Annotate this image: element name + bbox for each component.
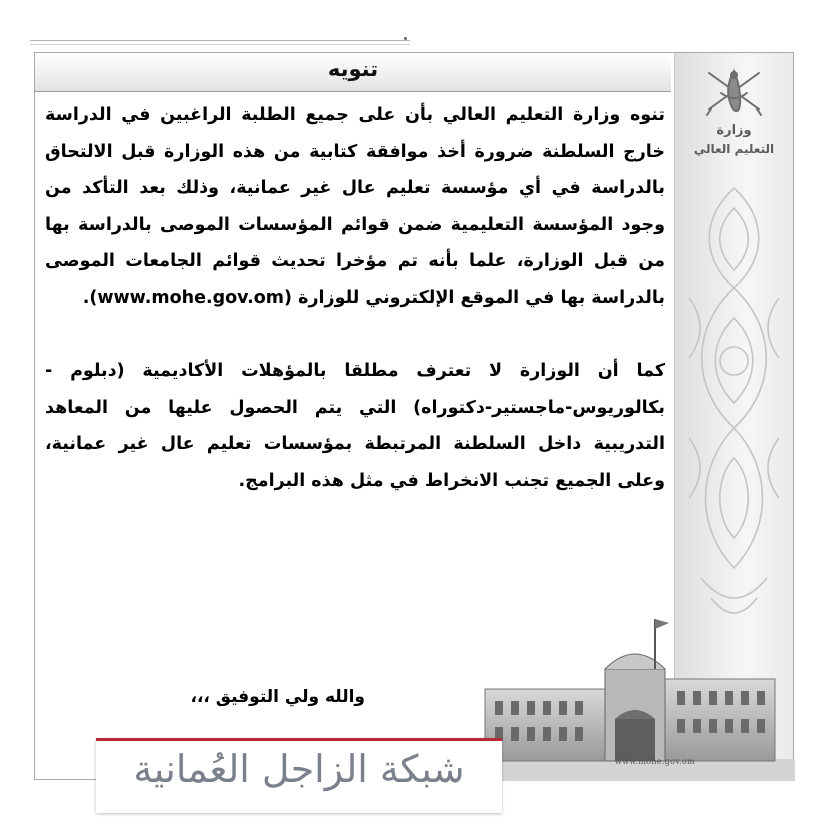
notice-paragraph-2: كما أن الوزارة لا تعترف مطلقا بالمؤهلات الأكاديمية (دبلوم - بكالوريوس-ماجستير-دكتوراه) التي يتم الحصول عليها من المعاهد التدريبية داخل السلطنة المرتبطة بمؤسسات تعليم عال غير عمانية، وعلى الجميع تجنب الانخراط في مثل هذه البرامج.: [45, 361, 665, 491]
notice-paragraph-1: تنوه وزارة التعليم العالي بأن على جميع الطلبة الراغبين في الدراسة خارج السلطنة ضرورة أخذ موافقة كتابية من هذه الوزارة قبل الالتحاق بالدراسة في أي مؤسسة تعليم عال غير عمانية، وذلك بعد التأكد من وجود المؤسسة التعليمية ضمن قوائم المؤسسات الموصى بالدراسة بها من قبل الوزارة، علما بأنه تم مؤخرا تحديث قوائم الجامعات الموصى بالدراسة بها في الموقع الإلكتروني للوزارة (www.mohe.gov.om).: [45, 105, 665, 308]
ministry-building-image: [465, 609, 795, 781]
notice-title: تنويه: [327, 57, 379, 81]
notice-body: [45, 97, 665, 499]
watermark-text: شبكة الزاجل العُمانية: [133, 747, 465, 791]
oman-khanjar-emblem-icon: [701, 63, 767, 123]
watermark-banner: [96, 738, 502, 813]
ministry-name-line-1: وزارة: [716, 123, 752, 138]
ministry-name-line-2: التعليم العالي: [693, 142, 775, 156]
closing-line: والله ولي التوفيق ،،،: [190, 687, 365, 707]
title-bar: [35, 53, 671, 92]
notice-letter: [34, 52, 794, 780]
arabesque-ornament-icon: [681, 178, 787, 648]
top-rule: [30, 40, 410, 41]
ministry-website: www.mohe.gov.om: [615, 757, 695, 766]
top-rule-secondary: [30, 44, 410, 45]
scan-dot: [404, 37, 407, 40]
